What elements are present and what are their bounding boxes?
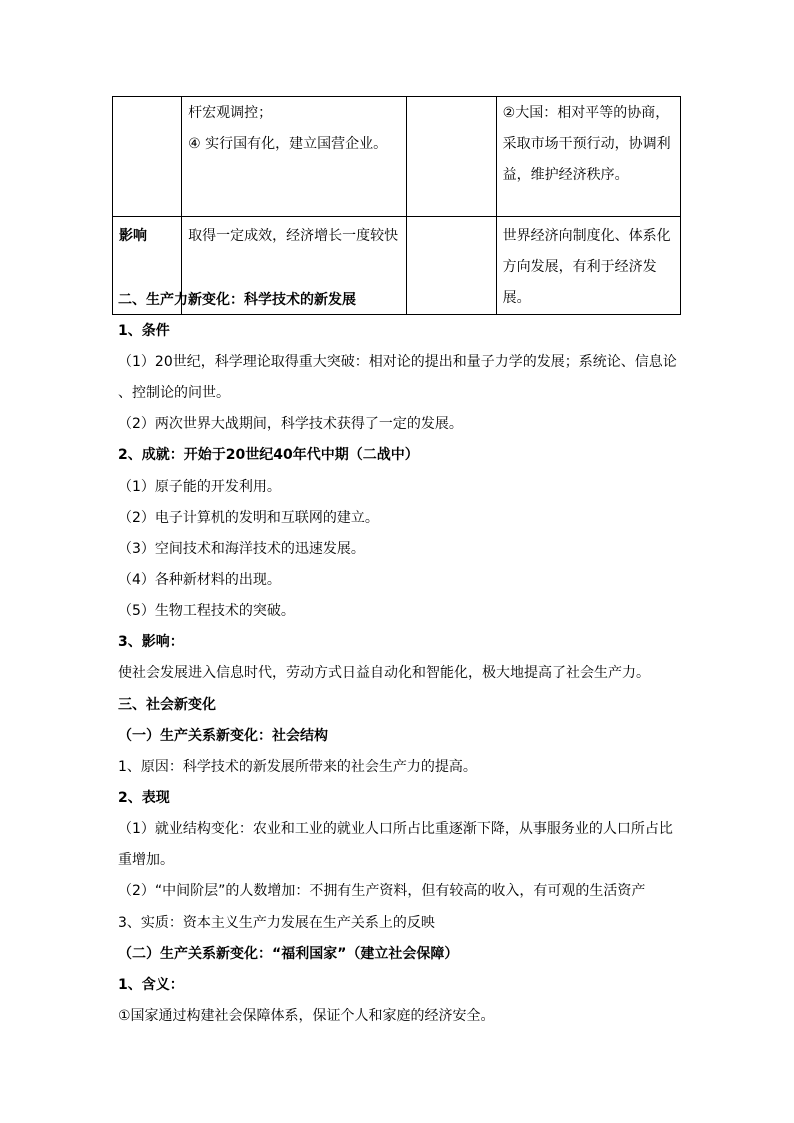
subsection-heading: 2、表现 (118, 790, 170, 806)
table-cell: 取得一定成效，经济增长一度较快 (182, 217, 406, 315)
list-item: （2）电子计算机的发明和互联网的建立。 (118, 510, 379, 526)
cell-line: 杆宏观调控； (188, 105, 273, 121)
section-heading: 二、生产力新变化：科学技术的新发展 (118, 292, 356, 308)
subsection-heading: 1、含义： (118, 977, 184, 993)
subsection-heading: 2、成就：开始于20世纪40年代中期（二战中） (118, 447, 419, 463)
cell-line: 益，维护经济秩序。 (502, 167, 629, 183)
paragraph: （1）就业结构变化：农业和工业的就业人口所占比重逐渐下降，从事服务业的人口所占比 (118, 821, 673, 837)
cell-line: 方向发展，有利于经济发展。 (502, 259, 657, 306)
paragraph: 重增加。 (118, 852, 174, 868)
cell-line: 采取市场干预行动，协调利 (502, 136, 671, 152)
table-cell (182, 97, 406, 217)
paragraph: （2）“中间阶层”的人数增加：不拥有生产资料，但有较高的收入，有可观的生活资产 (118, 883, 646, 899)
row-header-impact: 影响 (113, 217, 182, 315)
paragraph: （1）20世纪，科学理论取得重大突破：相对论的提出和量子力学的发展；系统论、信息论 (118, 354, 677, 370)
cell-line: ④ 实行国有化，建立国营企业。 (188, 136, 388, 152)
subsection-heading: 1、条件 (118, 323, 170, 339)
paragraph: ①国家通过构建社会保障体系，保证个人和家庭的经济安全。 (118, 1008, 495, 1024)
table-cell (406, 97, 496, 217)
table-cell (113, 97, 182, 217)
paragraph: （2）两次世界大战期间，科学技术获得了一定的发展。 (118, 416, 463, 432)
paragraph: 3、实质：资本主义生产力发展在生产关系上的反映 (118, 915, 435, 931)
subsection-heading: （一）生产关系新变化：社会结构 (118, 728, 328, 744)
list-item: （3）空间技术和海洋技术的迅速发展。 (118, 541, 365, 557)
list-item: （1）原子能的开发利用。 (118, 479, 281, 495)
table-cell (496, 97, 680, 217)
paragraph: 1、原因：科学技术的新发展所带来的社会生产力的提高。 (118, 759, 477, 775)
section-heading: 三、社会新变化 (118, 697, 216, 713)
list-item: （4）各种新材料的出现。 (118, 572, 281, 588)
subsection-heading: 3、影响： (118, 634, 184, 650)
paragraph: 使社会发展进入信息时代，劳动方式日益自动化和智能化，极大地提高了社会生产力。 (118, 665, 650, 681)
comparison-table (112, 96, 681, 315)
cell-line: 世界经济向制度化、体系化 (502, 228, 671, 244)
list-item: （5）生物工程技术的突破。 (118, 603, 295, 619)
table-row (113, 97, 681, 217)
paragraph: 、控制论的问世。 (118, 385, 230, 401)
cell-line: ②大国：相对平等的协商， (502, 105, 670, 121)
subsection-heading: （二）生产关系新变化：“福利国家”（建立社会保障） (118, 946, 459, 962)
